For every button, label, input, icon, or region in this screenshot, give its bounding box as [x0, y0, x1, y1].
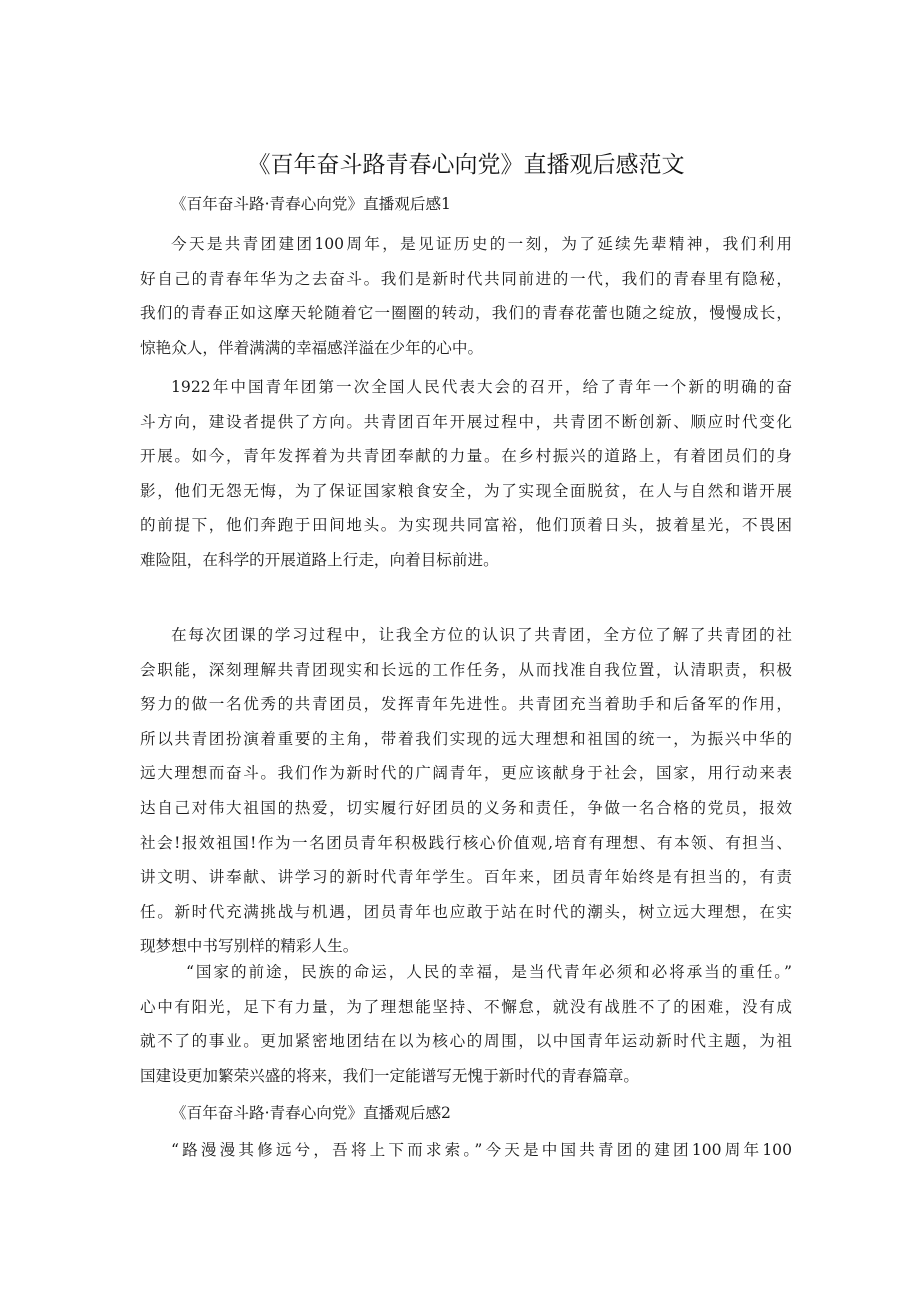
- paragraph-line: “国家的前途，民族的命运，人民的幸福，是当代青年必须和必将承当的重任。”: [186, 963, 792, 981]
- section-heading-1: [140, 192, 792, 216]
- paragraph-5: [140, 1133, 792, 1168]
- paragraph-3: [140, 618, 792, 964]
- document-title: 《百年奋斗路青春心向党》直播观后感范文: [247, 152, 685, 178]
- paragraph-line: 心中有阳光，足下有力量，为了理想能坚持、不懈怠，就没有战胜不了的困难，没有成: [140, 997, 792, 1016]
- section-heading-2: [140, 1101, 792, 1125]
- paragraph-line: 难险阻，在科学的开展道路上行走，向着目标前进。: [140, 550, 499, 569]
- paragraph-line: 所以共青团扮演着重要的主角，带着我们实现的远大理想和祖国的统一，为振兴中华的: [140, 729, 792, 748]
- paragraph-line: 影，他们无怨无悔，为了保证国家粮食安全，为了实现全面脱贫，在人与自然和谐开展: [140, 481, 792, 500]
- section-heading-1-text: 《百年奋斗路·青春心向党》直播观后感1: [171, 195, 451, 213]
- paragraph-line: 好自己的青春年华为之去奋斗。我们是新时代共同前进的一代，我们的青春里有隐秘，: [140, 269, 792, 288]
- paragraph-line: 现梦想中书写别样的精彩人生。: [140, 937, 359, 956]
- paragraph-line: 达自己对伟大祖国的热爱，切实履行好团员的义务和责任，争做一名合格的党员，报效: [140, 798, 792, 817]
- paragraph-1: [140, 227, 792, 365]
- section-heading-2-text: 《百年奋斗路·青春心向党》直播观后感2: [171, 1104, 451, 1122]
- paragraph-line: 就不了的事业。更加紧密地团结在以为核心的周围，以中国青年运动新时代主题，为祖: [140, 1032, 792, 1051]
- paragraph-line: 斗方向，建设者提供了方向。共青团百年开展过程中，共青团不断创新、顺应时代变化: [140, 412, 792, 431]
- paragraph-line: 我们的青春正如这摩天轮随着它一圈圈的转动，我们的青春花蕾也随之绽放，慢慢成长，: [140, 304, 792, 323]
- paragraph-line: 会职能，深刻理解共青团现实和长远的工作任务，从而找准自我位置，认清职责，积极: [140, 660, 792, 679]
- paragraph-line: 在每次团课的学习过程中，让我全方位的认识了共青团，全方位了解了共青团的社: [171, 626, 792, 644]
- paragraph-line: 1922年中国青年团第一次全国人民代表大会的召开，给了青年一个新的明确的奋: [171, 378, 792, 396]
- paragraph-line: 开展。如今，青年发挥着为共青团奉献的力量。在乡村振兴的道路上，有着团员们的身: [140, 447, 792, 466]
- paragraph-line: 今天是共青团建团100周年，是见证历史的一刻，为了延续先辈精神，我们利用: [171, 235, 792, 253]
- paragraph-line: 努力的做一名优秀的共青团员，发挥青年先进性。共青团充当着助手和后备军的作用，: [140, 695, 792, 714]
- paragraph-line: 任。新时代充满挑战与机遇，团员青年也应敢于站在时代的潮头，树立远大理想，在实: [140, 902, 792, 921]
- paragraph-2: [140, 370, 792, 578]
- paragraph-4: [140, 955, 792, 1093]
- paragraph-line: 社会!报效祖国!作为一名团员青年积极践行核心价值观,培育有理想、有本领、有担当、: [140, 833, 792, 852]
- paragraph-line: 远大理想而奋斗。我们作为新时代的广阔青年，更应该献身于社会，国家，用行动来表: [140, 764, 792, 783]
- paragraph-line: 惊艳众人，伴着满满的幸福感洋溢在少年的心中。: [140, 338, 484, 357]
- paragraph-line: 国建设更加繁荣兴盛的将来，我们一定能谱写无愧于新时代的青春篇章。: [140, 1066, 640, 1085]
- paragraph-line: “路漫漫其修远兮，吾将上下而求索。”今天是中国共青团的建团100周年100: [171, 1141, 792, 1159]
- paragraph-line: 的前提下，他们奔跑于田间地头。为实现共同富裕，他们顶着日头，披着星光，不畏困: [140, 516, 792, 535]
- paragraph-line: 讲文明、讲奉献、讲学习的新时代青年学生。百年来，团员青年始终是有担当的，有责: [140, 868, 792, 887]
